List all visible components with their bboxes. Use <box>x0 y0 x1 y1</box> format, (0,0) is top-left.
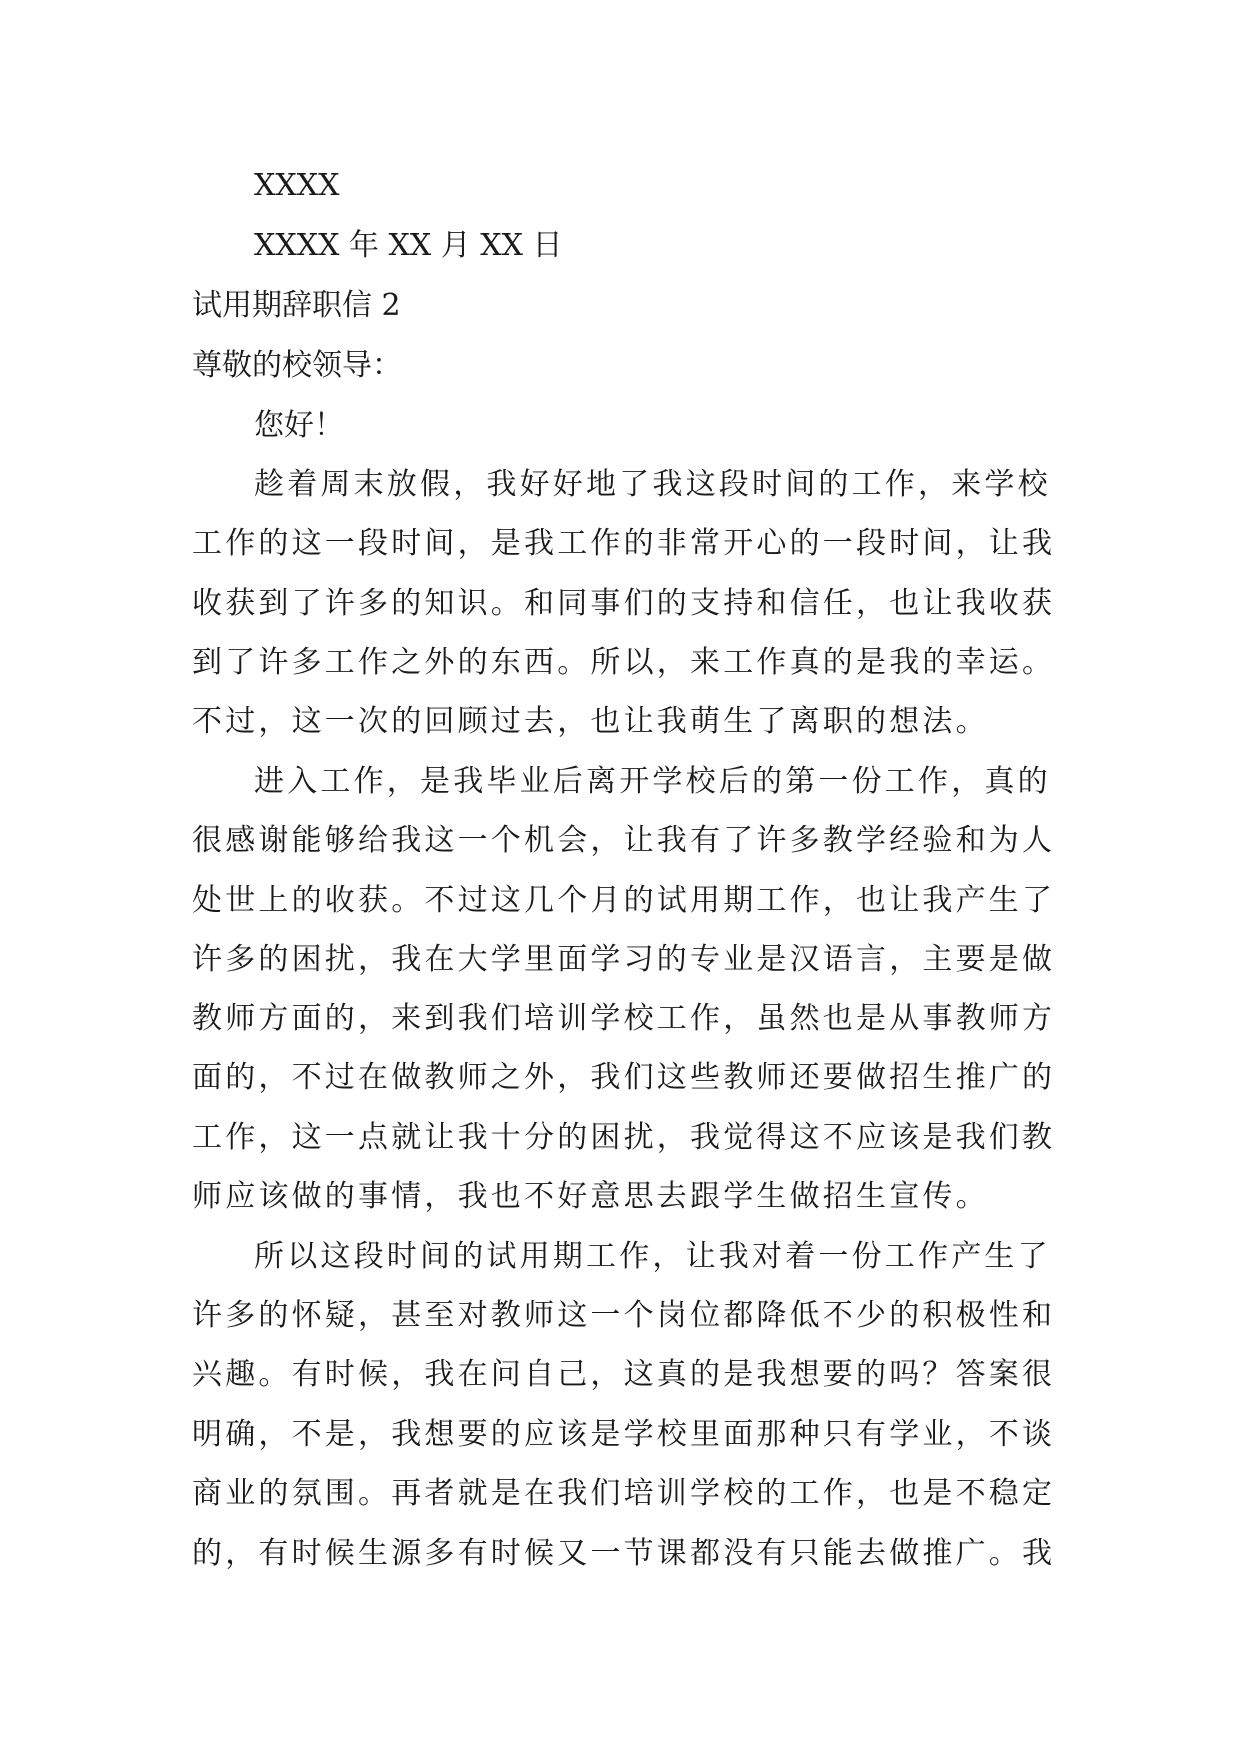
greeting: 您好！ <box>254 408 344 443</box>
paragraph-line: 趁着周末放假，我好好地了我这段时间的工作，来学校 <box>254 467 1051 502</box>
paragraph-line: 处世上的收获。不过这几个月的试用期工作，也让我产生了 <box>192 883 1056 918</box>
paragraph-line: 工作的这一段时间，是我工作的非常开心的一段时间，让我 <box>192 526 1056 561</box>
paragraph-line: 兴趣。有时候，我在问自己，这真的是我想要的吗？答案很 <box>192 1357 1056 1392</box>
section-title: 试用期辞职信 2 <box>192 288 401 323</box>
paragraph-line: 很感谢能够给我这一个机会，让我有了许多教学经验和为人 <box>192 823 1056 858</box>
paragraph-line: 许多的困扰，我在大学里面学习的专业是汉语言，主要是做 <box>192 942 1056 977</box>
paragraph-line: 不过，这一次的回顾过去，也让我萌生了离职的想法。 <box>192 704 989 739</box>
paragraph-line: 的，有时候生源多有时候又一节课都没有只能去做推广。我 <box>192 1536 1056 1571</box>
paragraph-line: 许多的怀疑，甚至对教师这一个岗位都降低不少的积极性和 <box>192 1298 1056 1333</box>
paragraph-line: 教师方面的，来到我们培训学校工作，虽然也是从事教师方 <box>192 1001 1056 1036</box>
paragraph-line: 师应该做的事情，我也不好意思去跟学生做招生宣传。 <box>192 1179 989 1214</box>
paragraph-line: 到了许多工作之外的东西。所以，来工作真的是我的幸运。 <box>192 645 1056 680</box>
signature-date: XXXX 年 XX 月 XX 日 <box>254 228 563 263</box>
paragraph-line: 收获到了许多的知识。和同事们的支持和信任，也让我收获 <box>192 586 1056 621</box>
paragraph-line: 进入工作，是我毕业后离开学校后的第一份工作，真的 <box>254 764 1051 799</box>
salutation: 尊敬的校领导： <box>192 348 402 383</box>
paragraph-line: 明确，不是，我想要的应该是学校里面那种只有学业，不谈 <box>192 1417 1056 1452</box>
paragraph-line: 所以这段时间的试用期工作，让我对着一份工作产生了 <box>254 1239 1051 1274</box>
signature-name: XXXX <box>254 168 340 203</box>
paragraph-line: 工作，这一点就让我十分的困扰，我觉得这不应该是我们教 <box>192 1120 1056 1155</box>
paragraph-line: 商业的氛围。再者就是在我们培训学校的工作，也是不稳定 <box>192 1476 1056 1511</box>
paragraph-line: 面的，不过在做教师之外，我们这些教师还要做招生推广的 <box>192 1060 1056 1095</box>
